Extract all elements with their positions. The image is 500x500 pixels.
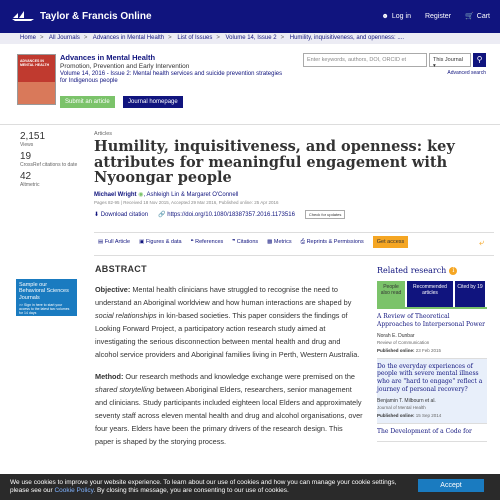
- doi-label: https://doi.org/10.1080/18387357.2016.1173516: [167, 211, 295, 218]
- tab-label: Full Article: [104, 239, 131, 245]
- metric-value: 42: [20, 171, 32, 182]
- related-item-title[interactable]: Do the everyday experiences of people with severe mental illness who are "hard to engage" reflect a journey of personal recovery?: [377, 362, 483, 393]
- abstract-objective: [95, 283, 363, 361]
- tab-figures[interactable]: [139, 239, 182, 245]
- cover-band: [18, 82, 55, 104]
- objective-emphasis: social relationships: [95, 311, 157, 320]
- check-for-updates-badge[interactable]: Check for updates: [305, 210, 345, 219]
- login-link[interactable]: [382, 13, 411, 20]
- brand-logo[interactable]: [12, 10, 152, 22]
- user-icon: ☻: [381, 12, 389, 20]
- register-label: Register: [424, 12, 452, 20]
- related-item-author: Norah E. Dunbar: [377, 332, 415, 339]
- article-metrics: [20, 131, 80, 191]
- header-nav: [382, 12, 490, 20]
- article-tabs: [98, 236, 408, 248]
- document-icon: ▤: [98, 239, 104, 245]
- related-item-journal: Journal of Mental Health: [377, 404, 426, 410]
- metric-altmetric: [20, 171, 80, 188]
- related-heading-label: Related research: [377, 266, 447, 275]
- related-item[interactable]: [377, 424, 487, 442]
- divider: [94, 232, 494, 233]
- accept-cookies-button[interactable]: Accept: [418, 479, 484, 492]
- search-button[interactable]: [473, 53, 486, 67]
- published-label: Published online:: [377, 347, 415, 353]
- published-date: 23 Feb 2015: [415, 347, 442, 353]
- promo-banner[interactable]: [16, 279, 77, 316]
- quote-icon: ❝: [190, 239, 194, 245]
- method-text: Our research methods and knowledge exchange were premised on the: [125, 372, 355, 381]
- cart-link[interactable]: [465, 12, 490, 20]
- breadcrumb-current: Humility, inquisitiveness, and openness: ....: [289, 35, 405, 41]
- journal-homepage-button[interactable]: Journal homepage: [123, 96, 183, 108]
- journal-cover[interactable]: [17, 54, 56, 105]
- related-item-author: Benjamin T. Milbourn et al.: [377, 397, 436, 404]
- cookie-text: please see our: [10, 486, 55, 494]
- method-text: between Aboriginal Elders, researchers, senior management and clinicians. Study participants included eighteen local Elders and approximately seventy staff across eleven mental health and drug and alcohol organisations, over four years. Elders have been the primary drivers of the research design. This paper is shaped by the storying process.: [95, 385, 363, 446]
- tab-metrics[interactable]: [267, 239, 291, 245]
- get-access-button[interactable]: Get access: [373, 236, 409, 248]
- tab-recommended[interactable]: Recommended articles: [407, 281, 453, 307]
- cookie-text: . By closing this message, you are consenting to our use of cookies.: [93, 486, 289, 494]
- citations-icon: ❞: [232, 239, 236, 245]
- cart-label: Cart: [476, 12, 490, 20]
- chevron-down-icon: ▾: [433, 63, 436, 69]
- register-link[interactable]: [425, 13, 451, 20]
- orcid-icon: ◉: [138, 191, 144, 198]
- breadcrumb-issues[interactable]: List of Issues: [177, 35, 213, 41]
- published-date: 15 Sep 2014: [415, 412, 442, 418]
- related-item-title[interactable]: A Review of Theoretical Approaches to Interpersonal Power: [377, 313, 486, 328]
- article-links: [94, 210, 484, 219]
- search-icon: ⚲: [476, 55, 483, 64]
- search-scope-select[interactable]: [429, 53, 471, 67]
- related-item-published: [377, 413, 487, 418]
- doi-link[interactable]: [158, 211, 295, 218]
- cookie-policy-link[interactable]: Cookie Policy: [54, 486, 94, 494]
- download-citation-label: Download citation: [100, 211, 149, 218]
- author-link[interactable]: Ashleigh Lin: [146, 191, 180, 198]
- metric-label: Views: [20, 142, 34, 148]
- article-header: [94, 131, 484, 219]
- tab-label: Metrics: [273, 239, 292, 245]
- journal-title[interactable]: Advances in Mental Health: [60, 53, 156, 62]
- related-item[interactable]: [377, 359, 487, 424]
- promo-title: Sample our Behavioral Sciences Journals: [19, 282, 69, 301]
- breadcrumb-home[interactable]: Home: [20, 35, 37, 41]
- search-input[interactable]: Enter keywords, authors, DOI, ORCID et: [303, 53, 427, 67]
- article-title: Humility, inquisitiveness, and openness: key attributes for meaningful engagement with Nyoongar people: [94, 138, 455, 186]
- breadcrumb-volume[interactable]: Volume 14, Issue 2: [225, 35, 277, 41]
- promo-subtitle: >> Sign in here to start your access to the latest two volumes for 14 days: [19, 302, 70, 316]
- related-research: [377, 266, 487, 442]
- related-item-title[interactable]: The Development of a Code for: [377, 427, 472, 435]
- abstract-section: [95, 264, 363, 448]
- breadcrumb-all-journals[interactable]: All Journals: [48, 35, 80, 41]
- journal-volume[interactable]: Volume 14, 2016 - Issue 2: Mental health services and suicide prevention strategies for Indigenous people: [60, 71, 283, 85]
- tab-cited-by[interactable]: Cited by 19: [455, 281, 485, 307]
- author-link[interactable]: Margaret O'Connell: [186, 191, 239, 198]
- metric-label: Altmetric: [20, 182, 40, 188]
- cover-title: ADVANCES IN MENTAL HEALTH: [20, 59, 50, 67]
- bar-chart-icon: ▩: [267, 239, 273, 245]
- divider: [0, 124, 500, 125]
- metric-crossref: [20, 151, 80, 168]
- brand-name: Taylor & Francis Online: [40, 10, 152, 22]
- tab-label: Citations: [236, 239, 259, 245]
- method-label: Method:: [95, 372, 124, 381]
- objective-text: in kin-based societies. This paper considers the findings of Looking Forward Project, a participatory action research study aimed at investigating the serious disconnection between mental health and drug and alcohol service providers and Aboriginal families living in Perth, Western Australia.: [95, 311, 360, 359]
- objective-text: Mental health clinicians have struggled to recognise the need to understand an Aboriginal worldview and how human interactions are shaped by: [95, 285, 352, 307]
- metric-label: CrossRef citations to date: [20, 162, 78, 168]
- method-emphasis: shared storytelling: [95, 385, 155, 394]
- cart-icon: 🛒: [465, 13, 474, 20]
- journal-header: [0, 44, 500, 124]
- breadcrumb: Home > All Journals > Advances in Mental Health > List of Issues > Volume 14, Issue 2 > Humility, inquisitiveness, and openness: ....: [0, 33, 500, 44]
- tab-references[interactable]: [191, 239, 224, 245]
- related-item[interactable]: [377, 309, 487, 359]
- login-label: Log in: [391, 12, 411, 20]
- journal-subtitle: Promotion, Prevention and Early Intervention: [60, 63, 190, 70]
- metric-value: 19: [20, 151, 32, 162]
- download-icon: ⬇: [94, 211, 100, 218]
- submit-article-button[interactable]: Submit an article: [60, 96, 115, 108]
- cookie-text-line: We use cookies to improve your website experience. To learn about our use of cookies and how you can manage your cookie settings,: [10, 479, 397, 486]
- cookie-banner: [0, 474, 500, 500]
- image-icon: ▣: [139, 239, 145, 245]
- abstract-method: [95, 370, 363, 448]
- info-icon[interactable]: i: [449, 267, 457, 275]
- article-dates: Pages 82-95 | Received 18 Nov 2015, Accepted 29 Mar 2016, Published online: 25 Apr 2016: [94, 199, 279, 205]
- ship-icon: [12, 10, 36, 22]
- breadcrumb-journal[interactable]: Advances in Mental Health: [92, 35, 165, 41]
- objective-label: Objective:: [95, 285, 131, 294]
- advanced-search-link[interactable]: Advanced search: [447, 70, 486, 76]
- tab-citations[interactable]: [232, 239, 258, 245]
- author-list: Michael Wright ◉, Ashleigh Lin & Margaret O'Connell: [94, 191, 239, 198]
- tab-full-article[interactable]: [98, 239, 130, 245]
- print-icon: ⎙: [300, 238, 306, 245]
- author-link[interactable]: Michael Wright: [94, 191, 137, 198]
- tab-label: Figures & data: [145, 239, 182, 245]
- tab-label: References: [195, 239, 224, 245]
- related-tabs: [377, 281, 487, 307]
- metric-value: 2,151: [20, 131, 46, 142]
- divider: [94, 255, 494, 256]
- article-type: Articles: [94, 131, 113, 137]
- published-label: Published online:: [377, 412, 415, 418]
- tab-label: Reprints & Permissions: [306, 238, 364, 245]
- tab-people-also-read[interactable]: People also read: [377, 281, 405, 307]
- site-header: [0, 0, 500, 33]
- related-heading: [377, 266, 487, 275]
- tab-reprints[interactable]: [301, 239, 364, 246]
- share-icon[interactable]: ⤶: [479, 237, 485, 247]
- link-icon: 🔗: [158, 211, 166, 218]
- download-citation-link[interactable]: [94, 211, 148, 218]
- abstract-heading: ABSTRACT: [95, 264, 147, 274]
- metric-views: [20, 131, 80, 148]
- search-scope-value: This Journal: [433, 57, 463, 63]
- related-item-journal: Review of Communication: [377, 339, 430, 345]
- related-item-published: [377, 348, 487, 353]
